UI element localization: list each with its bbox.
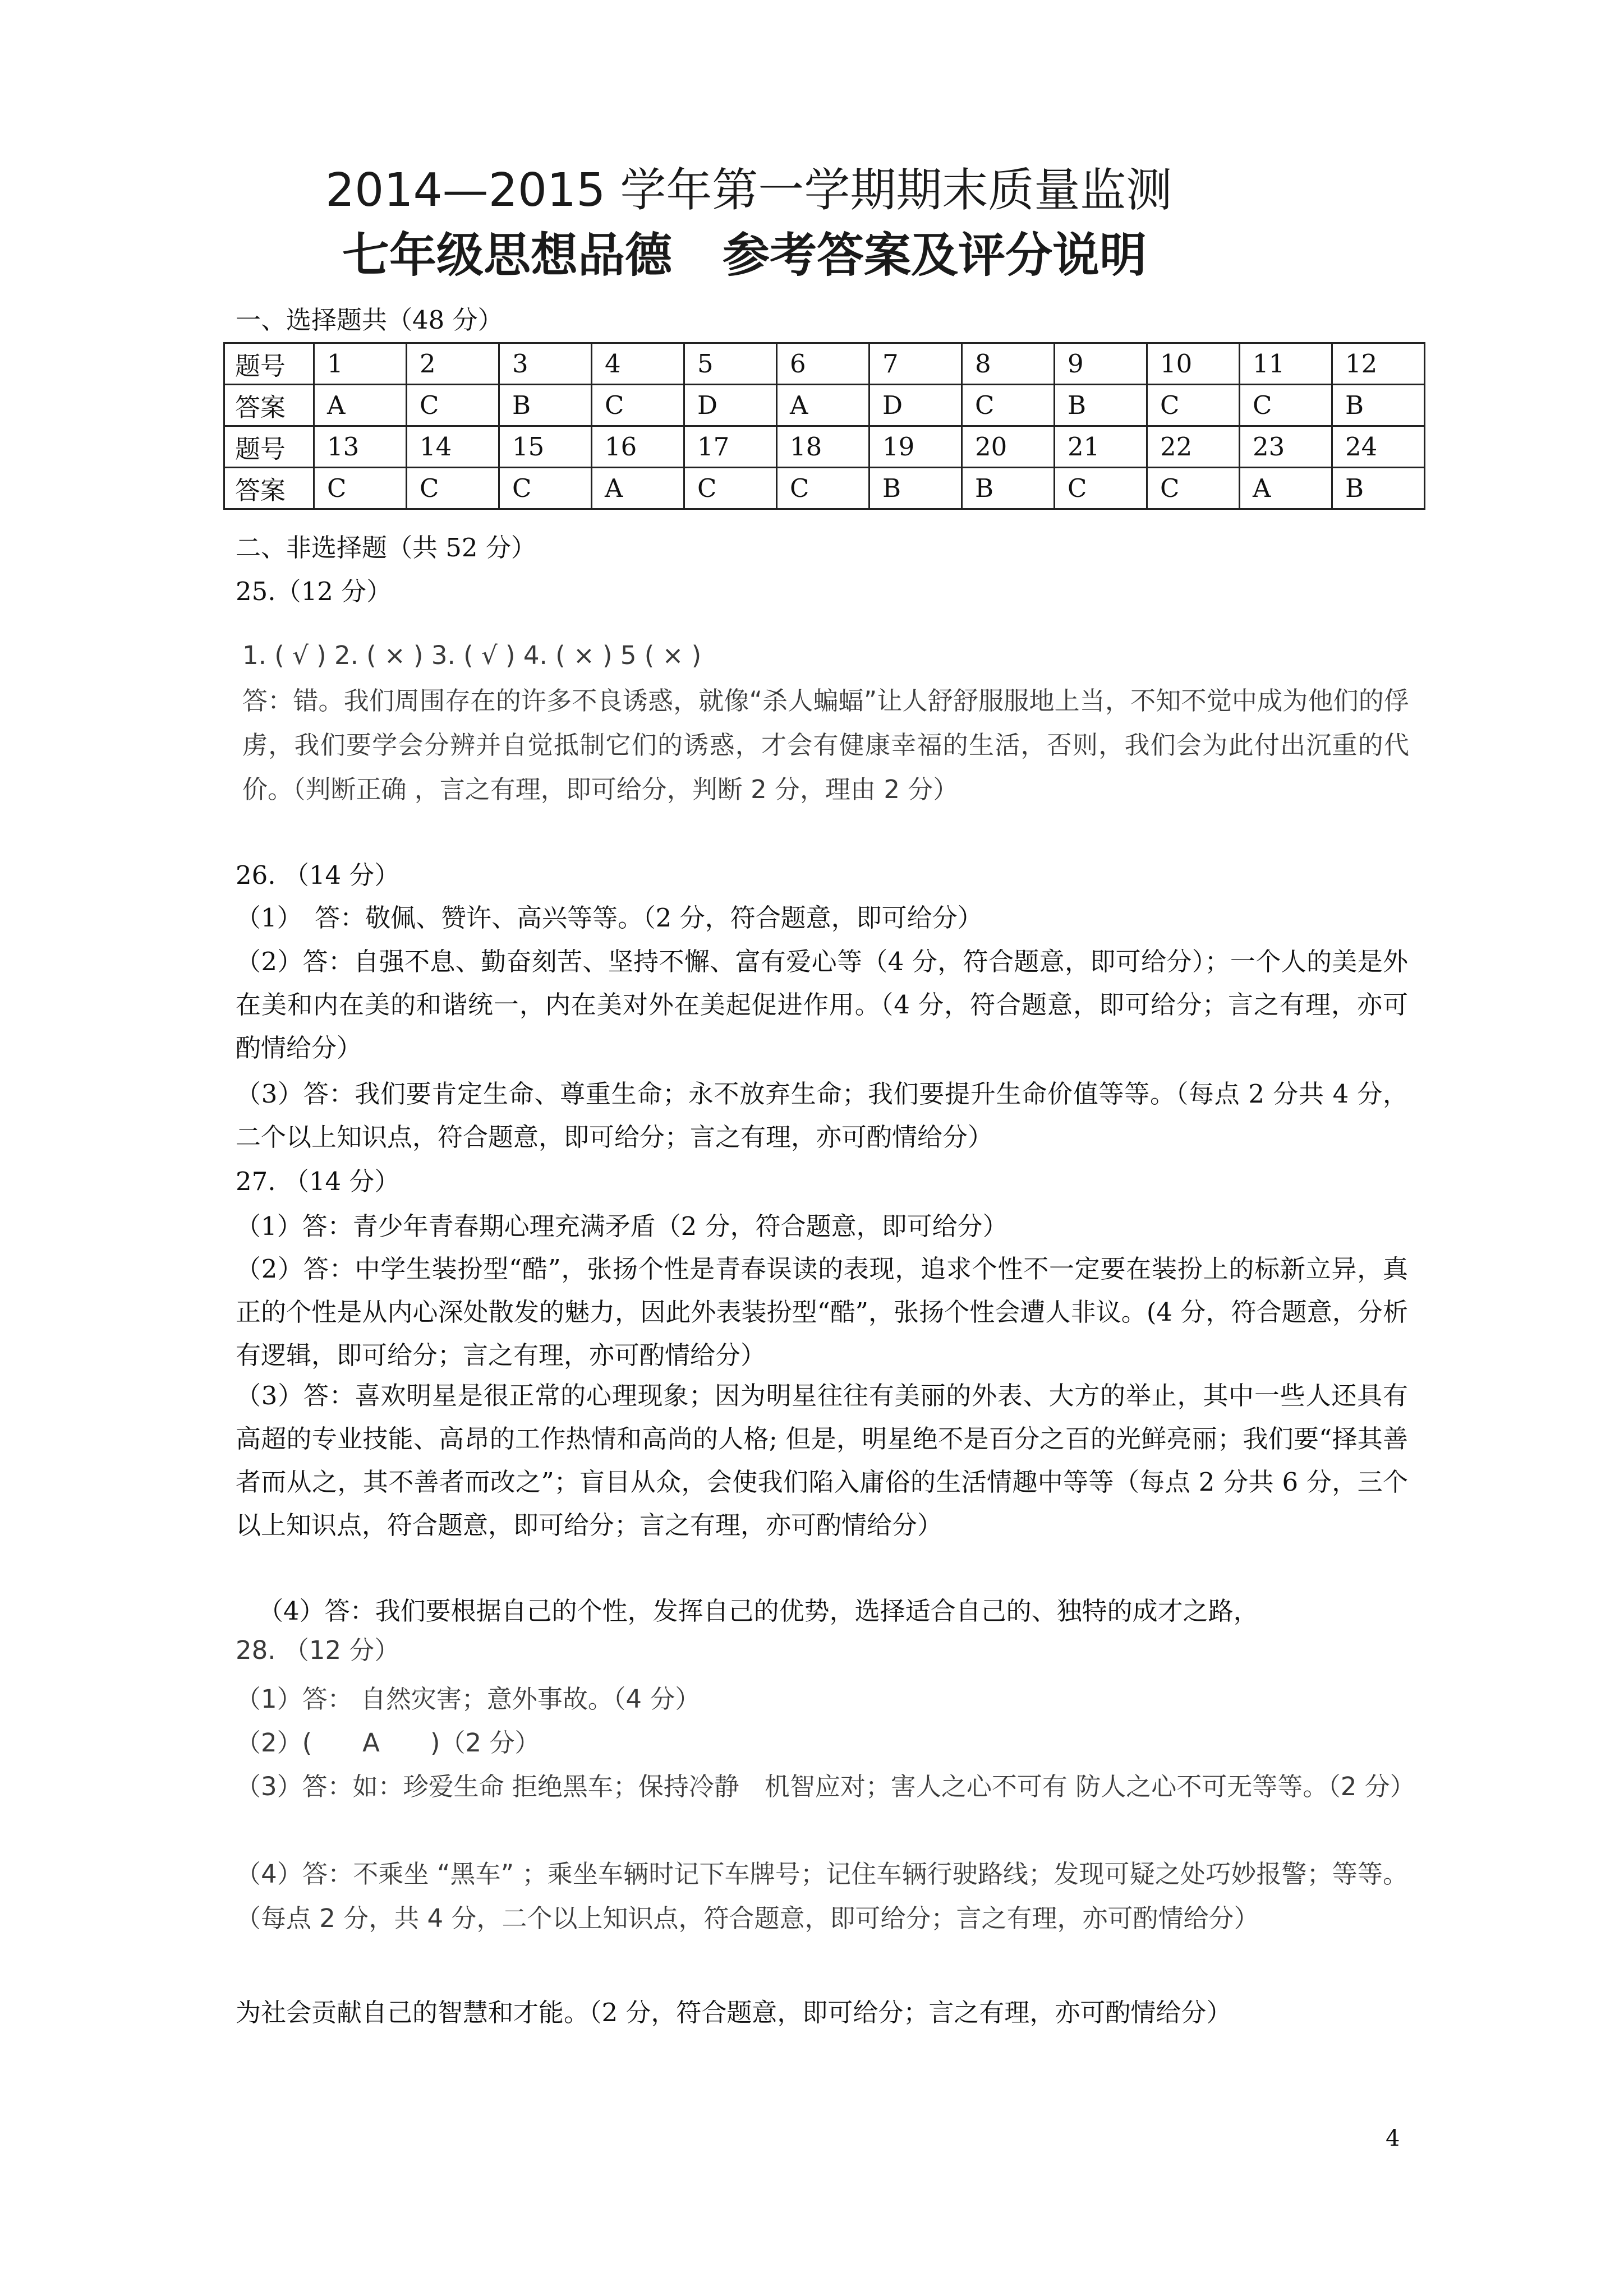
answer-table-cell: C (1147, 468, 1240, 509)
answer-table-cell: 14 (407, 426, 499, 468)
answer-table-cell: 13 (314, 426, 407, 468)
answer-table-row-label: 答案 (224, 385, 314, 426)
document-title: 2014—2015 学年第一学期期末质量监测 (325, 164, 1172, 217)
answer-table-cell: 3 (499, 343, 592, 385)
q26-part3: （3）答：我们要肯定生命、尊重生命；永不放弃生命；我们要提升生命价值等等。（每点 2 分共 4 分，二个以上知识点，符合题意，即可给分；言之有理，亦可酌情给分） (236, 1079, 1408, 1152)
answer-table-cell: C (314, 468, 407, 509)
answer-table-cell: 1 (314, 343, 407, 385)
q25-judgements: 1. ( √ ) 2. ( × ) 3. ( √ ) 4. ( × ) 5 ( × ) (242, 640, 702, 670)
answer-table-cell: A (1240, 468, 1332, 509)
answer-table (223, 342, 1425, 510)
q25-answer: 答：错。我们周围存在的许多不良诱惑，就像“杀人蝙蝠”让人舒舒服服地上当，不知不觉中成为他们的俘虏，我们要学会分辨并自觉抵制它们的诱惑，才会有健康幸福的生活，否则，我们会为此付出沉重的代价。（判断正确 ，言之有理，即可给分，判断 2 分，理由 2 分） (242, 686, 1409, 804)
q28-part4: （4）答：不乘坐 “黑车” ；乘坐车辆时记下车牌号；记住车辆行驶路线；发现可疑之处巧妙报警；等等。（每点 2 分，共 4 分，二个以上知识点，符合题意，即可给分；言之有理，亦可酌情给分） (236, 1859, 1408, 1933)
q27-part4: （4）答：我们要根据自己的个性，发挥自己的优势，选择适合自己的、独特的成才之路， (258, 1596, 1259, 1626)
answer-table-cell: A (777, 385, 869, 426)
answer-table-cell: D (684, 385, 777, 426)
subject-title: 七年级思想品德 (342, 228, 673, 283)
answer-key-title: 参考答案及评分说明 (723, 228, 1147, 283)
answer-table-cell: 20 (962, 426, 1055, 468)
answer-table-cell: B (1055, 385, 1147, 426)
q26-header: 26. （14 分） (236, 860, 400, 890)
answer-table-cell: 18 (777, 426, 869, 468)
answer-table-cell: 9 (1055, 343, 1147, 385)
answer-table-cell: 22 (1147, 426, 1240, 468)
answer-table-row (224, 468, 1425, 509)
answer-table-row (224, 385, 1425, 426)
answer-table-cell: C (407, 385, 499, 426)
answer-table-cell: C (1055, 468, 1147, 509)
answer-table-row-label: 题号 (224, 426, 314, 468)
answer-table-cell: C (777, 468, 869, 509)
q28-part1: （1）答： 自然灾害；意外事故。（4 分） (236, 1684, 701, 1714)
q27-header: 27. （14 分） (236, 1167, 400, 1196)
q27-part2: （2）答：中学生装扮型“酷”，张扬个性是青春误读的表现，追求个性不一定要在装扮上的标新立异，真正的个性是从内心深处散发的魅力，因此外表装扮型“酷”，张扬个性会遭人非议。(4 分，符合题意，分析有逻辑，即可给分；言之有理，亦可酌情给分） (236, 1254, 1408, 1370)
answer-table-cell: C (684, 468, 777, 509)
answer-table-cell: B (962, 468, 1055, 509)
q26-part1: （1） 答：敬佩、赞许、高兴等等。（2 分，符合题意，即可给分） (236, 903, 983, 933)
answer-table-cell: C (1147, 385, 1240, 426)
answer-table-cell: 23 (1240, 426, 1332, 468)
answer-table-cell: 11 (1240, 343, 1332, 385)
document-subtitle (342, 224, 1520, 286)
answer-table-cell: 15 (499, 426, 592, 468)
answer-table-cell: C (407, 468, 499, 509)
answer-table-cell: 4 (592, 343, 684, 385)
answer-table-cell: C (592, 385, 684, 426)
answer-table-cell: A (314, 385, 407, 426)
section1-heading: 一、选择题共（48 分） (236, 305, 503, 335)
answer-table-cell: 5 (684, 343, 777, 385)
answer-table-cell: 7 (869, 343, 962, 385)
answer-table-cell: B (1332, 468, 1425, 509)
q27-part4-continued: 为社会贡献自己的智慧和才能。（2 分，符合题意，即可给分；言之有理，亦可酌情给分） (236, 1998, 1232, 2027)
q28-part2: （2）( A )（2 分） (236, 1728, 540, 1758)
answer-table-cell: C (499, 468, 592, 509)
answer-table-cell: 21 (1055, 426, 1147, 468)
answer-table-cell: C (962, 385, 1055, 426)
answer-table-cell: 10 (1147, 343, 1240, 385)
answer-table-cell: 2 (407, 343, 499, 385)
q27-part1: （1）答：青少年青春期心理充满矛盾（2 分，符合题意，即可给分） (236, 1211, 1008, 1241)
answer-table-cell: 6 (777, 343, 869, 385)
answer-table-cell: 8 (962, 343, 1055, 385)
page-number: 4 (1386, 2126, 1400, 2151)
q28-part3: （3）答：如：珍爱生命 拒绝黑车；保持冷静 机智应对；害人之心不可有 防人之心不可无等等。（2 分） (236, 1772, 1415, 1801)
answer-table-cell: B (869, 468, 962, 509)
answer-table-cell: 12 (1332, 343, 1425, 385)
answer-table-cell: 19 (869, 426, 962, 468)
answer-table-cell: B (499, 385, 592, 426)
answer-table-cell: D (869, 385, 962, 426)
answer-table-cell: A (592, 468, 684, 509)
section2-heading: 二、非选择题（共 52 分） (236, 533, 536, 563)
answer-table-cell: B (1332, 385, 1425, 426)
q26-part2: （2）答：自强不息、勤奋刻苦、坚持不懈、富有爱心等（4 分，符合题意，即可给分）；一个人的美是外在美和内在美的和谐统一，内在美对外在美起促进作用。（4 分，符合题意，即可给分；言之有理，亦可酌情给分） (236, 947, 1408, 1063)
q25-header: 25.（12 分） (236, 577, 392, 606)
answer-table-row (224, 426, 1425, 468)
answer-table-cell: 17 (684, 426, 777, 468)
answer-table-cell: 16 (592, 426, 684, 468)
answer-table-row-label: 答案 (224, 468, 314, 509)
q28-header: 28. （12 分） (236, 1635, 400, 1665)
answer-table-row (224, 343, 1425, 385)
answer-table-cell: C (1240, 385, 1332, 426)
answer-table-cell: 24 (1332, 426, 1425, 468)
answer-table-row-label: 题号 (224, 343, 314, 385)
q27-part3: （3）答：喜欢明星是很正常的心理现象；因为明星往往有美丽的外表、大方的举止，其中一些人还具有高超的专业技能、高昂的工作热情和高尚的人格; 但是，明星绝不是百分之百的光鲜亮丽；我们要“择其善者而从之，其不善者而改之”；盲目从众，会使我们陷入庸俗的生活情趣中等等（每点 2 分共 6 分，三个以上知识点，符合题意，即可给分；言之有理，亦可酌情给分） (236, 1381, 1408, 1540)
